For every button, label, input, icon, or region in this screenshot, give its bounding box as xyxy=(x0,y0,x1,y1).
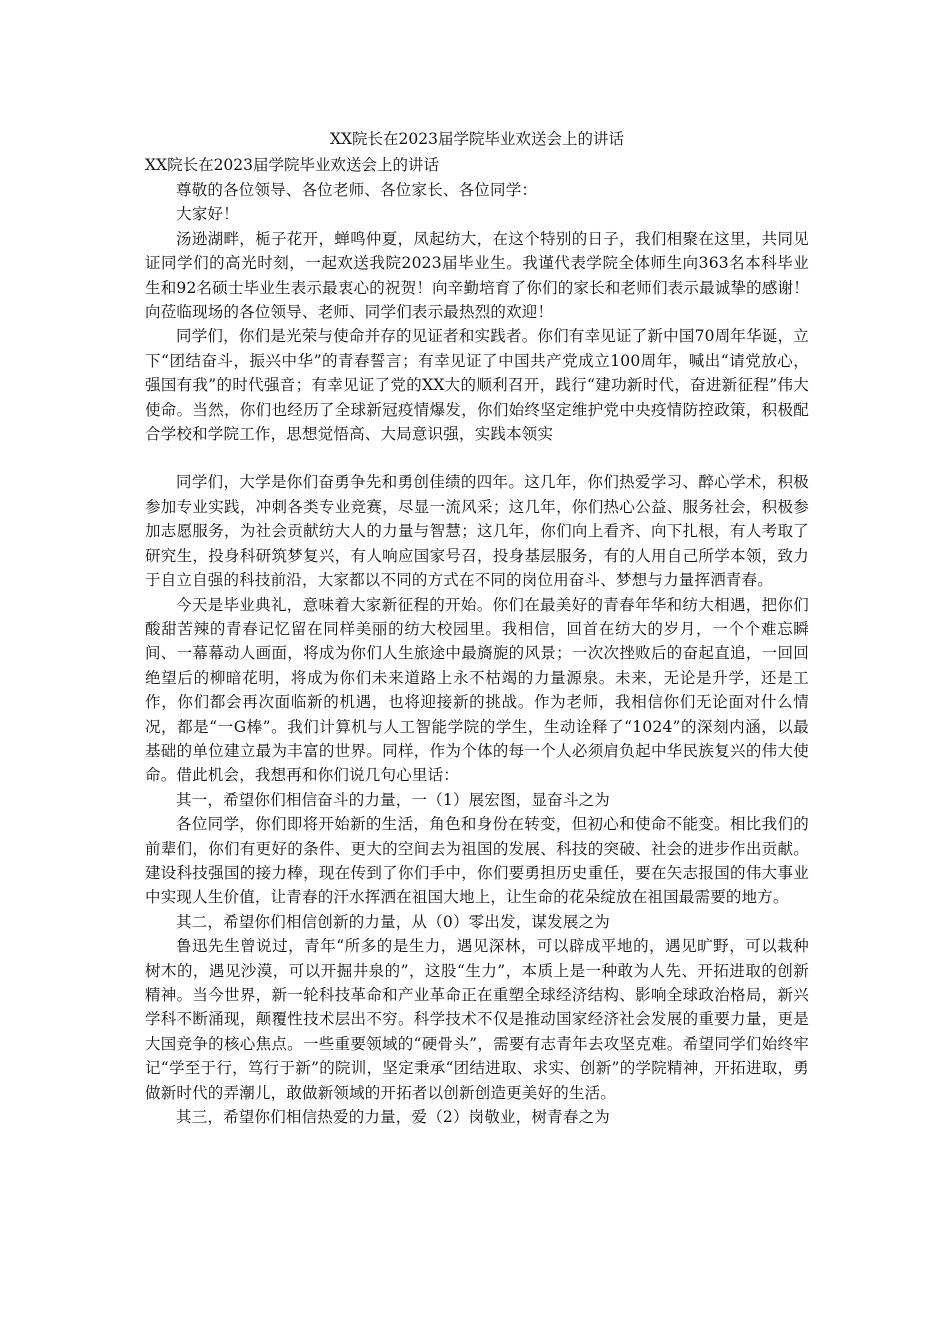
heading-point-three: 其三，希望你们相信热爱的力量，爱（2）岗敬业，树青春之为 xyxy=(176,1108,610,1127)
salutation: 尊敬的各位领导、各位老师、各位家长、各位同学： xyxy=(176,181,538,199)
greeting: 大家好！ xyxy=(176,205,239,224)
document-body xyxy=(145,126,809,1129)
paragraph-opening: 汤逊湖畔，栀子花开，蝉鸣仲夏，凤起纺大，在这个特别的日子，我们相聚在这里，共同见证同学们的高光时刻，一起欢送我院2023届毕业生。我谨代表学院全体师生向363名本科毕业生和92名硕士毕业生表示最衷心的祝贺！向辛勤培育了你们的家长和老师们表示最诚挚的感谢！向莅临现场的各位领导、老师、同学们表示最热烈的欢迎！ xyxy=(145,229,809,322)
heading-point-two: 其二，希望你们相信创新的力量，从（0）零出发，谋发展之为 xyxy=(176,912,610,931)
paragraph-four-years: 同学们，大学是你们奋勇争先和勇创佳绩的四年。这几年，你们热爱学习、醉心学术，积极参加专业实践，冲刺各类专业竞赛，尽显一流风采；这几年，你们热心公益、服务社会，积极参加志愿服务，为社会贡献纺大人的力量与智慧；这几年，你们向上看齐、向下扎根，有人考取了研究生，投身科研筑梦复兴，有人响应国家号召，投身基层服务，有的人用自己所学本领，致力于自立自强的科技前沿，大家都以不同的方式在不同的岗位用奋斗、梦想与力量挥洒青春。 xyxy=(145,473,809,590)
paragraph-point-one: 各位同学，你们即将开始新的生活，角色和身份在转变，但初心和使命不能变。相比我们的前辈们，你们有更好的条件、更大的空间去为祖国的发展、科技的突破、社会的进步作出贡献。建设科技强国的接力棒，现在传到了你们手中，你们要勇担历史重任，要在矢志报国的伟大事业中实现人生价值，让青春的汗水挥洒在祖国大地上，让生命的花朵绽放在祖国最需要的地方。 xyxy=(145,815,809,907)
document-subtitle: XX院长在2023届学院毕业欢送会上的讲话 xyxy=(145,156,440,174)
paragraph-witness: 同学们，你们是光荣与使命并存的见证者和实践者。你们有幸见证了新中国70周年华诞，立下“团结奋斗，振兴中华”的青春誓言；有幸见证了中国共产党成立100周年，喊出“请党放心，强国有我”的时代强音；有幸见证了党的XX大的顺利召开，践行“建功新时代，奋进新征程”伟大使命。当然，你们也经历了全球新冠疫情爆发，你们始终坚定维护党中央疫情防控政策，积极配合学校和学院工作，思想觉悟高、大局意识强，实践本领实 xyxy=(145,327,809,444)
heading-point-one: 其一，希望你们相信奋斗的力量，一（1）展宏图，显奋斗之为 xyxy=(176,790,610,809)
paragraph-graduation: 今天是毕业典礼，意味着大家新征程的开始。你们在最美好的青春年华和纺大相遇，把你们酸甜苦辣的青春记忆留在同样美丽的纺大校园里。我相信，回首在纺大的岁月，一个个难忘瞬间、一幕幕动人画面，将成为你们人生旅途中最旖旎的风景；一次次挫败后的奋起直追，一回回绝望后的柳暗花明，将成为你们未来道路上永不枯竭的力量源泉。未来，无论是升学，还是工作，你们都会再次面临新的机遇，也将迎接新的挑战。作为老师，我相信你们无论面对什么情况，都是“一G棒”。我们计算机与人工智能学院的学生，生动诠释了“1024”的深刻内涵，以最基础的单位建立最为丰富的世界。同样，作为个体的每一个人必须肩负起中华民族复兴的伟大使命。借此机会，我想再和你们说几句心里话： xyxy=(145,595,809,785)
paragraph-point-two: 鲁迅先生曾说过，青年“所多的是生力，遇见深林，可以辟成平地的，遇见旷野，可以栽种树木的，遇见沙漠，可以开掘井泉的”，这股“生力”，本质上是一种敢为人先、开拓进取的创新精神。当今世界，新一轮科技革命和产业革命正在重塑全球经济结构、影响全球政治格局，新兴学科不断涌现，颠覆性技术层出不穷。科学技术不仅是推动国家经济社会发展的重要力量，更是大国竞争的核心焦点。一些重要领域的“硬骨头”，需要有志青年去攻坚克难。希望同学们始终牢记“学至于行，笃行于新”的院训，坚定秉承“团结进取、求实、创新”的学院精神，开拓进取，勇做新时代的弄潮儿，敢做新领域的开拓者以创新创造更美好的生活。 xyxy=(145,937,809,1102)
document-title: XX院长在2023届学院毕业欢送会上的讲话 xyxy=(329,130,625,148)
